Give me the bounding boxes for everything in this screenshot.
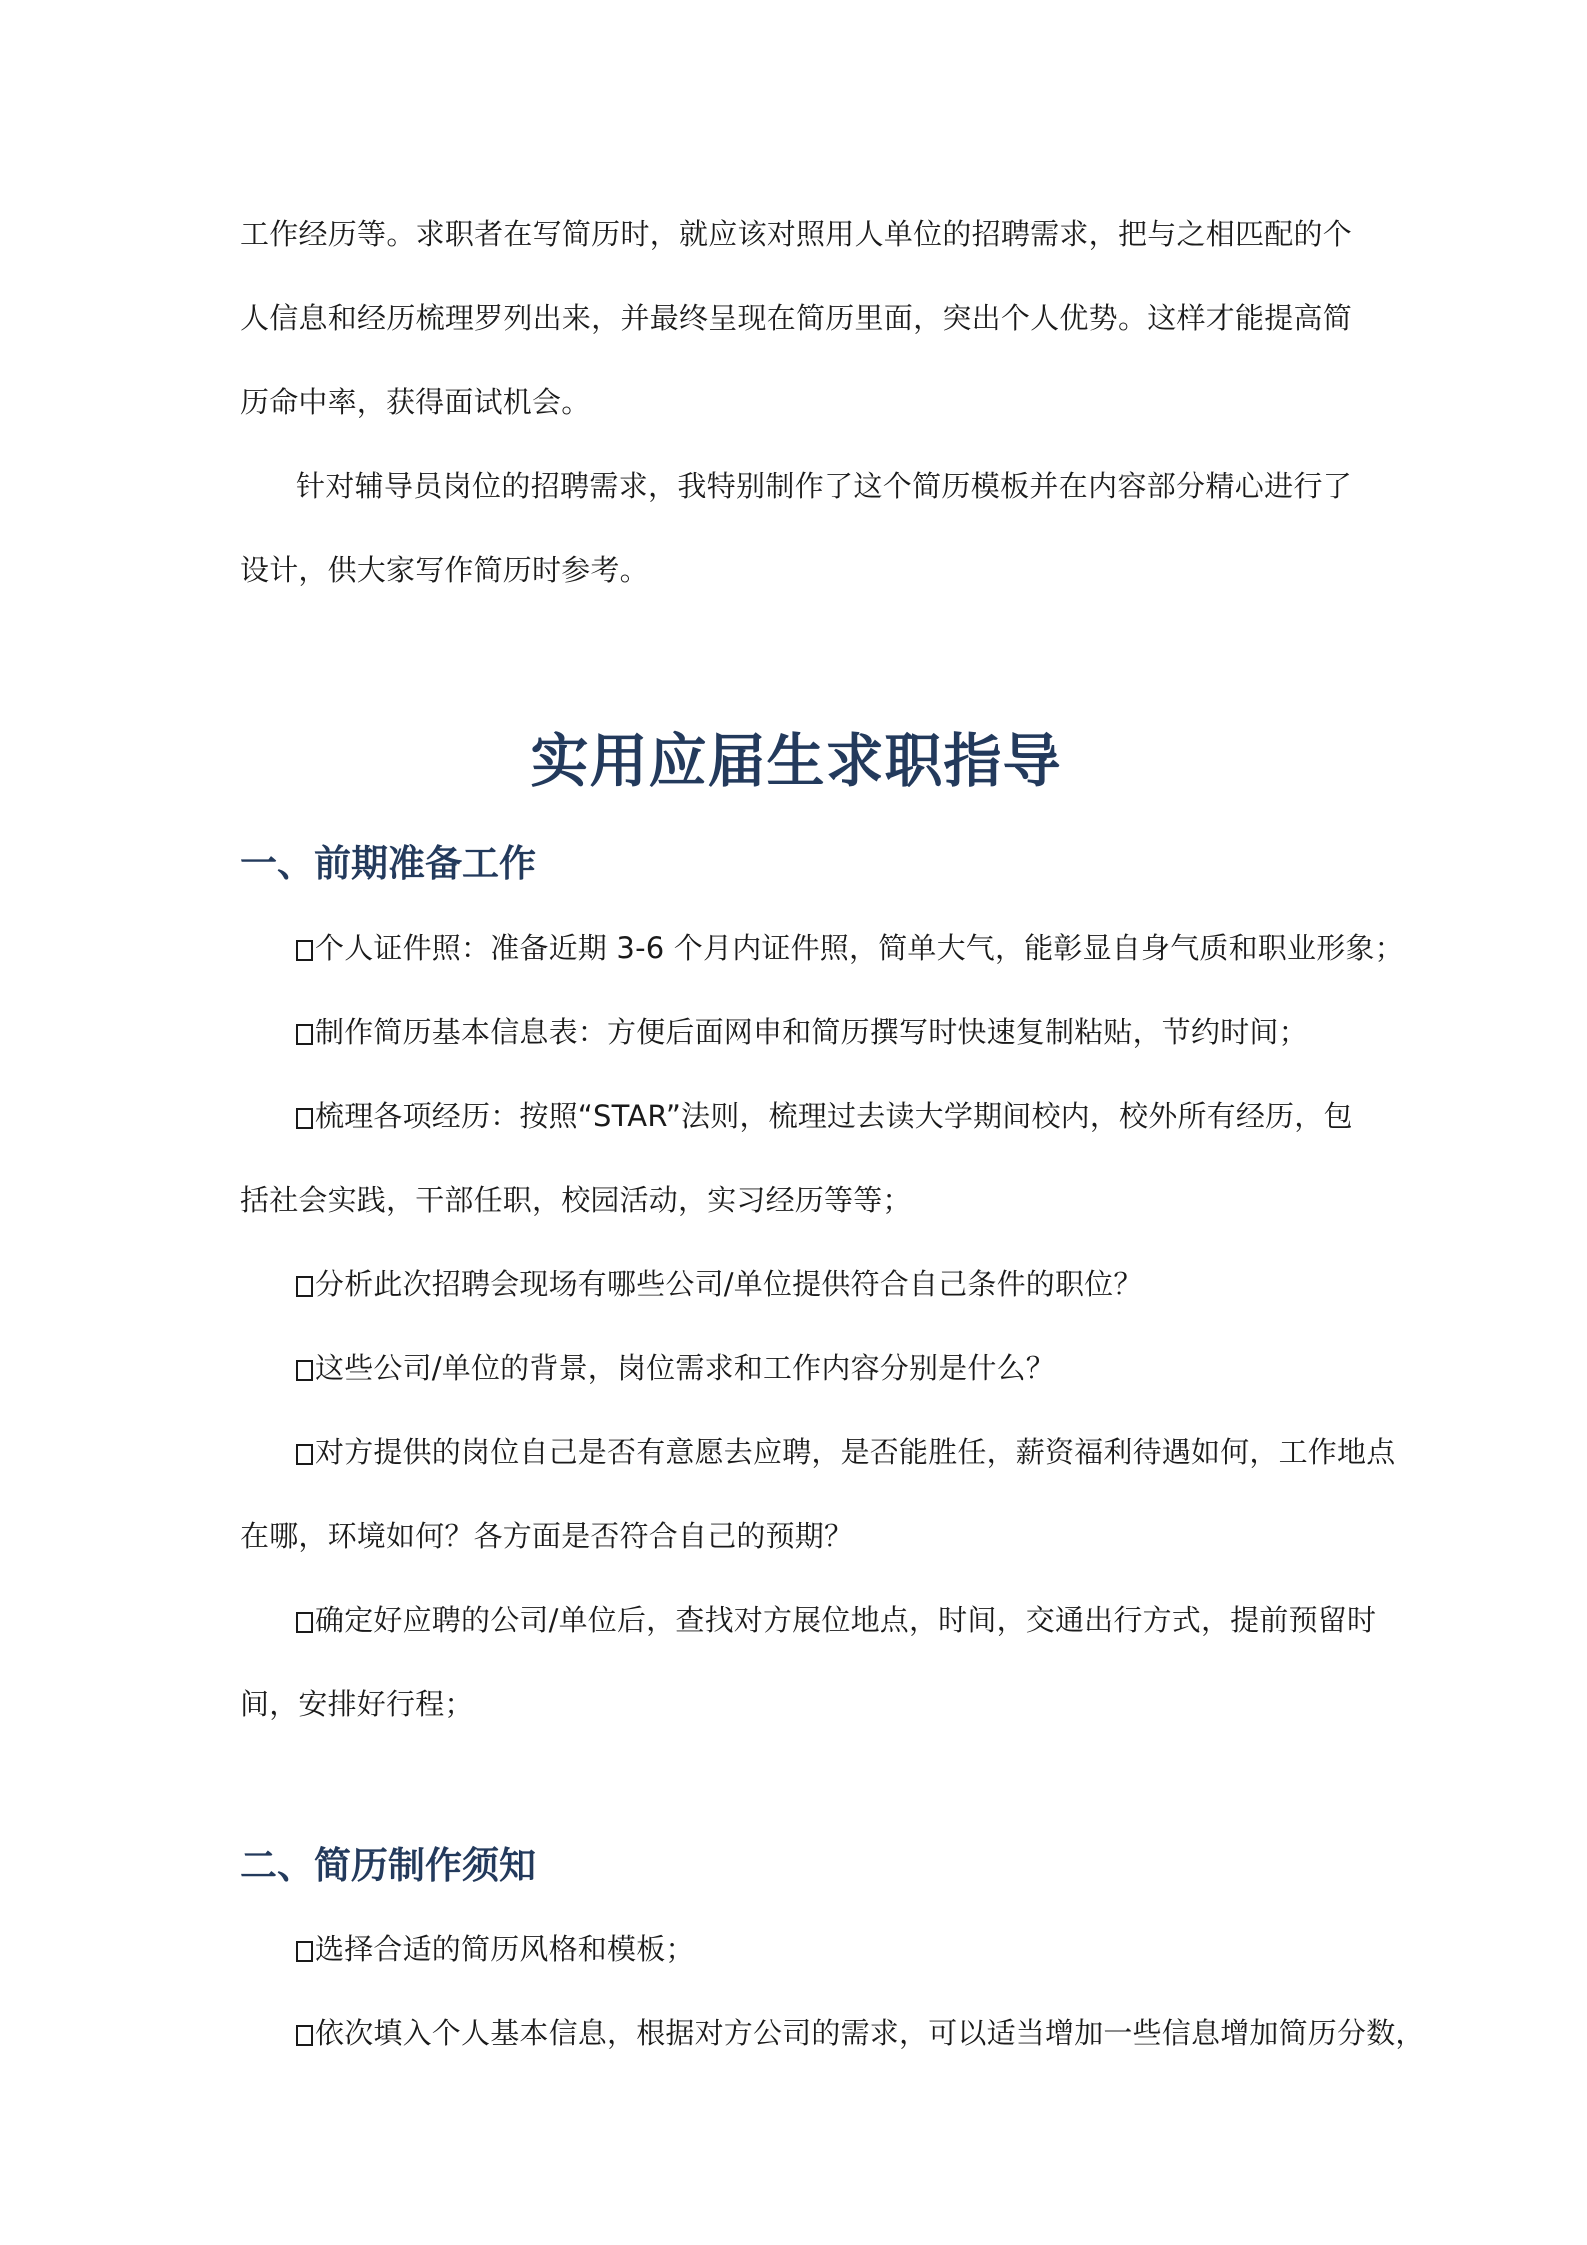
list-item (296, 2013, 1425, 2053)
section-heading-resume: 二、简历制作须知 (240, 1844, 536, 1887)
intro-line-1: 工作经历等。求职者在写简历时，就应该对照用人单位的招聘需求，把与之相匹配的个 (240, 217, 1352, 251)
list-item-text: 梳理各项经历：按照“STAR”法则，梳理过去读大学期间校内，校外所有经历，包 (315, 1099, 1353, 1133)
checkbox-icon (296, 1941, 313, 1962)
intro-line-3: 历命中率，获得面试机会。 (240, 385, 591, 419)
checkbox-icon (296, 1444, 313, 1465)
list-item-text: 这些公司/单位的背景，岗位需求和工作内容分别是什么？ (315, 1351, 1055, 1385)
section-heading-preparation: 一、前期准备工作 (240, 842, 536, 885)
list-item-continuation: 括社会实践，干部任职，校园活动，实习经历等等； (240, 1183, 912, 1217)
intro-line-4: 针对辅导员岗位的招聘需求，我特别制作了这个简历模板并在内容部分精心进行了 (296, 469, 1352, 503)
list-item-text: 分析此次招聘会现场有哪些公司/单位提供符合自己条件的职位？ (315, 1267, 1143, 1301)
checkbox-icon (296, 1276, 313, 1297)
list-item (296, 1432, 1396, 1472)
list-item-text: 依次填入个人基本信息，根据对方公司的需求，可以适当增加一些信息增加简历分数， (315, 2016, 1425, 2050)
list-item (296, 1264, 1143, 1304)
list-item (296, 1348, 1055, 1388)
list-item (296, 1012, 1308, 1052)
list-item-text: 确定好应聘的公司/单位后，查找对方展位地点，时间，交通出行方式，提前预留时 (315, 1603, 1377, 1637)
list-item (296, 1600, 1377, 1640)
checkbox-icon (296, 1108, 313, 1129)
list-item-text: 个人证件照：准备近期 3-6 个月内证件照，简单大气，能彰显自身气质和职业形象； (315, 931, 1404, 965)
checkbox-icon (296, 1024, 313, 1045)
checkbox-icon (296, 1360, 313, 1381)
page-title: 实用应届生求职指导 (530, 727, 1062, 795)
checkbox-icon (296, 1612, 313, 1633)
intro-line-5: 设计，供大家写作简历时参考。 (240, 553, 649, 587)
list-item-continuation: 间，安排好行程； (240, 1687, 474, 1721)
list-item-text: 对方提供的岗位自己是否有意愿去应聘，是否能胜任，薪资福利待遇如何，工作地点 (315, 1435, 1396, 1469)
list-item-text: 选择合适的简历风格和模板； (315, 1932, 695, 1966)
list-item (296, 1929, 695, 1969)
list-item (296, 928, 1404, 968)
checkbox-icon (296, 940, 313, 961)
intro-line-2: 人信息和经历梳理罗列出来，并最终呈现在简历里面，突出个人优势。这样才能提高简 (240, 301, 1352, 335)
list-item-continuation: 在哪，环境如何？各方面是否符合自己的预期？ (240, 1519, 854, 1553)
checkbox-icon (296, 2025, 313, 2046)
list-item-text: 制作简历基本信息表：方便后面网申和简历撰写时快速复制粘贴，节约时间； (315, 1015, 1308, 1049)
list-item (296, 1096, 1352, 1136)
